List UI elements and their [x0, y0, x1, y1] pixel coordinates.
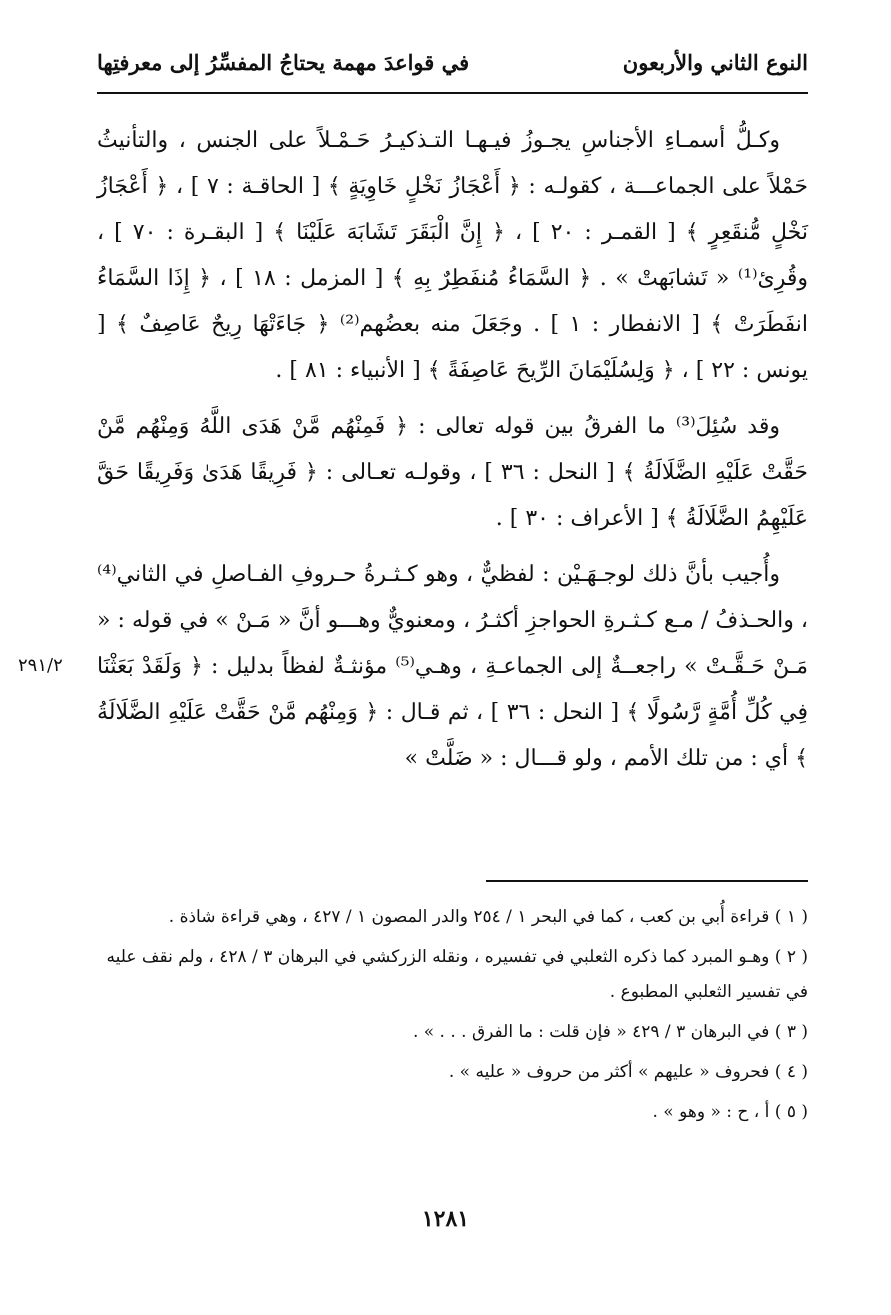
footnote: ( ٣ ) في البرهان ٣ / ٤٢٩ « فإن قلت : ما الفرق . . . » . — [412, 1022, 808, 1042]
paragraph: وقد سُئِلَ⁽³⁾ ما الفرقُ بين قوله تعالى : ﴿ فَمِنْهُم مَّنْ هَدَى اللَّهُ وَمِنْهُم مَّنْ حَقَّتْ عَلَيْهِ الضَّلَالَةُ ﴾ [ النحل : ٣٦ ] ، وقولـه تعـالى : ﴿ فَرِيقًا هَدَىٰ وَفَرِيقًا حَقَّ عَلَيْهِمُ الضَّلَالَةُ ﴾ [ الأعراف : ٣٠ ] . — [97, 414, 809, 531]
main-text — [97, 118, 808, 792]
paragraph: وأُجيب بأنَّ ذلك لوجـهَـيْن : لفظيٌّ ، وهو كـثـرةُ حـروفِ الفـاصلِ في الثاني⁽⁴⁾ ، والحـذفُ / مـع كـثـرةِ الحواجزِ أكثـرُ ، ومعنويٌّ وهـــو أنَّ « مَـنْ » في قوله : « مَـنْ حَـقَّـتْ » راجعــةٌ إلى الجماعـةِ ، وهـي⁽⁵⁾ مؤنثـةٌ لفظاً بدليل : ﴿ وَلَقَدْ بَعَثْنَا فِي كُلِّ أُمَّةٍ رَّسُولًا ﴾ [ النحل : ٣٦ ] ، ثم قـال : ﴿ وَمِنْهُم مَّنْ حَقَّتْ عَلَيْهِ الضَّلَالَةُ ﴾ أي : من تلك الأمم ، ولو قـــال : « ضَلَّتْ » — [97, 562, 809, 771]
paragraph: وكـلُّ أسمـاءِ الأجناسِ يجـوزُ فيـهـا التـذكيـرُ حَـمْـلاً على الجنس ، والتأنيثُ حَمْلاً على الجماعـــة ، كقولـه : ﴿ أَعْجَازُ نَخْلٍ خَاوِيَةٍ ﴾ [ الحاقـة : ٧ ] ، ﴿ أَعْجَازُ نَخْلٍ مُّنقَعِرٍ ﴾ [ القمـر : ٢٠ ] ، ﴿ إِنَّ الْبَقَرَ تَشَابَهَ عَلَيْنَا ﴾ [ البقـرة : ٧٠ ] ، وقُرِئ⁽¹⁾ « تَشابَهتْ » . ﴿ السَّمَاءُ مُنفَطِرٌ بِهِ ﴾ [ المزمل : ١٨ ] ، ﴿ إِذَا السَّمَاءُ انفَطَرَتْ ﴾ [ الانفطار : ١ ] . وجَعَلَ منه بعضُهم⁽²⁾ ﴿ جَاءَتْهَا رِيحٌ عَاصِفٌ ﴾ [ يونس : ٢٢ ] ، ﴿ وَلِسُلَيْمَانَ الرِّيحَ عَاصِفَةً ﴾ [ الأنبياء : ٨١ ] . — [97, 128, 809, 383]
footnote: ( ١ ) قراءة أُبي بن كعب ، كما في البحر ١ / ٢٥٤ والدر المصون ١ / ٤٢٧ ، وهي قراءة شاذة . — [168, 907, 808, 927]
manuscript-page-reference: ٢٩١/٢ — [18, 655, 63, 676]
footnote: ( ٥ ) أ ، ح : « وهو » . — [652, 1102, 808, 1122]
footnote-separator — [486, 880, 808, 882]
running-header — [97, 50, 808, 94]
page-number: ١٢٨١ — [421, 1206, 470, 1232]
footnote: ( ٢ ) وهـو المبرد كما ذكره الثعلبي في تفسيره ، ونقله الزركشي في البرهان ٣ / ٤٢٨ ، ولم نقف عليه في تفسير الثعلبي المطبوع . — [106, 947, 808, 1002]
section-topic: في قواعدَ مهمة يحتاجُ المفسِّرُ إلى معرفتِها — [97, 50, 470, 75]
footnote: ( ٤ ) فحروف « عليهم » أكثر من حروف « عليه » . — [448, 1062, 808, 1082]
chapter-title: النوع الثاني والأربعون — [622, 50, 808, 75]
footnotes — [97, 900, 808, 1135]
